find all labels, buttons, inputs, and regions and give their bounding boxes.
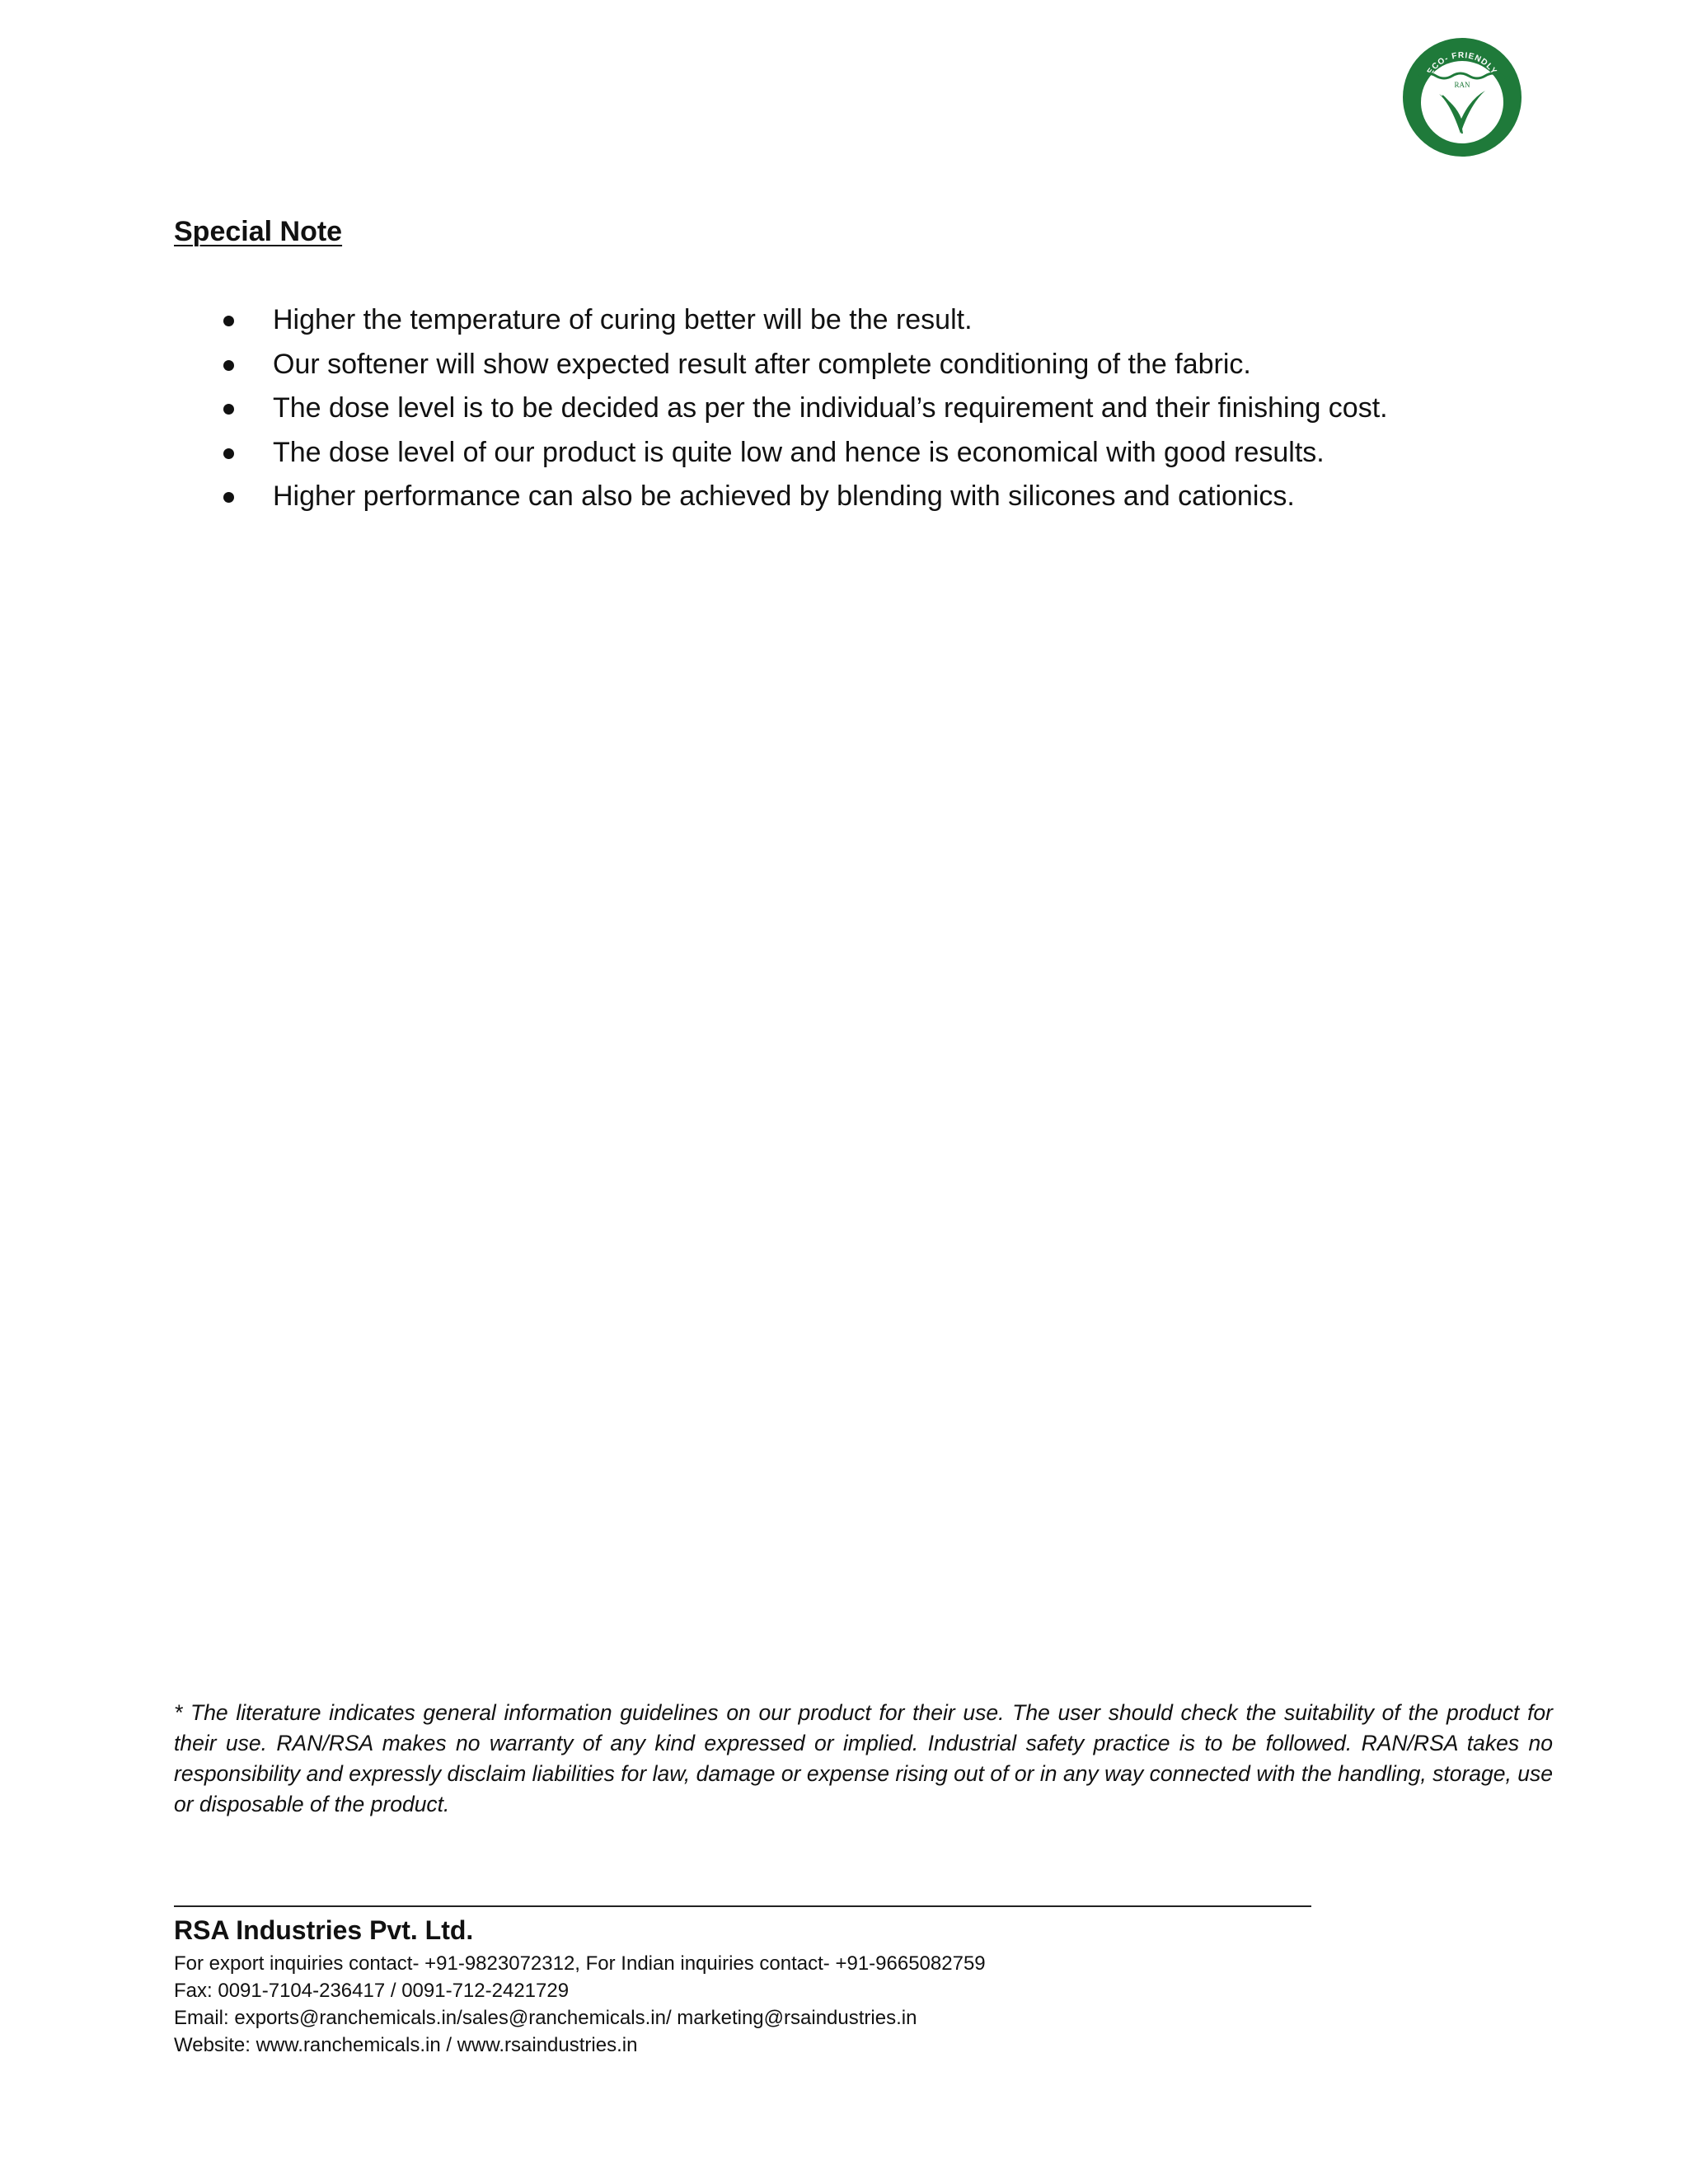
special-note-list	[174, 298, 1575, 519]
bullet-icon	[223, 360, 234, 371]
list-item-text: Our softener will show expected result after complete conditioning of the fabric.	[273, 348, 1251, 380]
contact-fax: Fax: 0091-7104-236417 / 0091-712-2421729	[174, 1980, 570, 2002]
list-item	[174, 475, 1575, 519]
bullet-icon	[223, 404, 234, 415]
contact-block	[174, 1950, 986, 2059]
contact-website: Website: www.ranchemicals.in / www.rsaindustries.in	[174, 2034, 638, 2056]
bullet-icon	[223, 448, 234, 459]
list-item-text: The dose level is to be decided as per the individual’s requirement and their finishing cost.	[273, 392, 1388, 424]
company-name: RSA Industries Pvt. Ltd.	[174, 1915, 474, 1945]
eco-friendly-logo-icon	[1401, 36, 1523, 158]
list-item-text: The dose level of our product is quite low and hence is economical with good results.	[273, 436, 1325, 468]
list-item	[174, 387, 1575, 431]
footer-divider	[174, 1905, 1311, 1907]
list-item	[174, 298, 1575, 343]
bullet-icon	[223, 492, 234, 503]
list-item	[174, 343, 1575, 387]
disclaimer-text: * The literature indicates general information guidelines on our product for their use. The user should check the suitability of the product for their use. RAN/RSA makes no warranty of any kind expressed or implied. Industrial safety practice is to be followed. RAN/RSA takes no responsibility and expressly disclaim liabilities for law, damage or expense rising out of or in any way connected with the handling, storage, use or disposable of the product.	[174, 1700, 1553, 1816]
list-item-text: Higher performance can also be achieved by blending with silicones and cationics.	[273, 480, 1295, 512]
contact-phone: For export inquiries contact- +91-9823072312, For Indian inquiries contact- +91-9665082759	[174, 1952, 986, 1975]
logo-arc-text: ECO- FRIENDLY	[1425, 50, 1499, 77]
contact-email: Email: exports@ranchemicals.in/sales@ranchemicals.in/ marketing@rsaindustries.in	[174, 2007, 917, 2029]
special-note-heading: Special Note	[174, 216, 343, 247]
logo-center-text: RAN	[1454, 81, 1470, 89]
bullet-icon	[223, 316, 234, 326]
list-item-text: Higher the temperature of curing better will be the result.	[273, 304, 973, 335]
list-item	[174, 431, 1575, 476]
